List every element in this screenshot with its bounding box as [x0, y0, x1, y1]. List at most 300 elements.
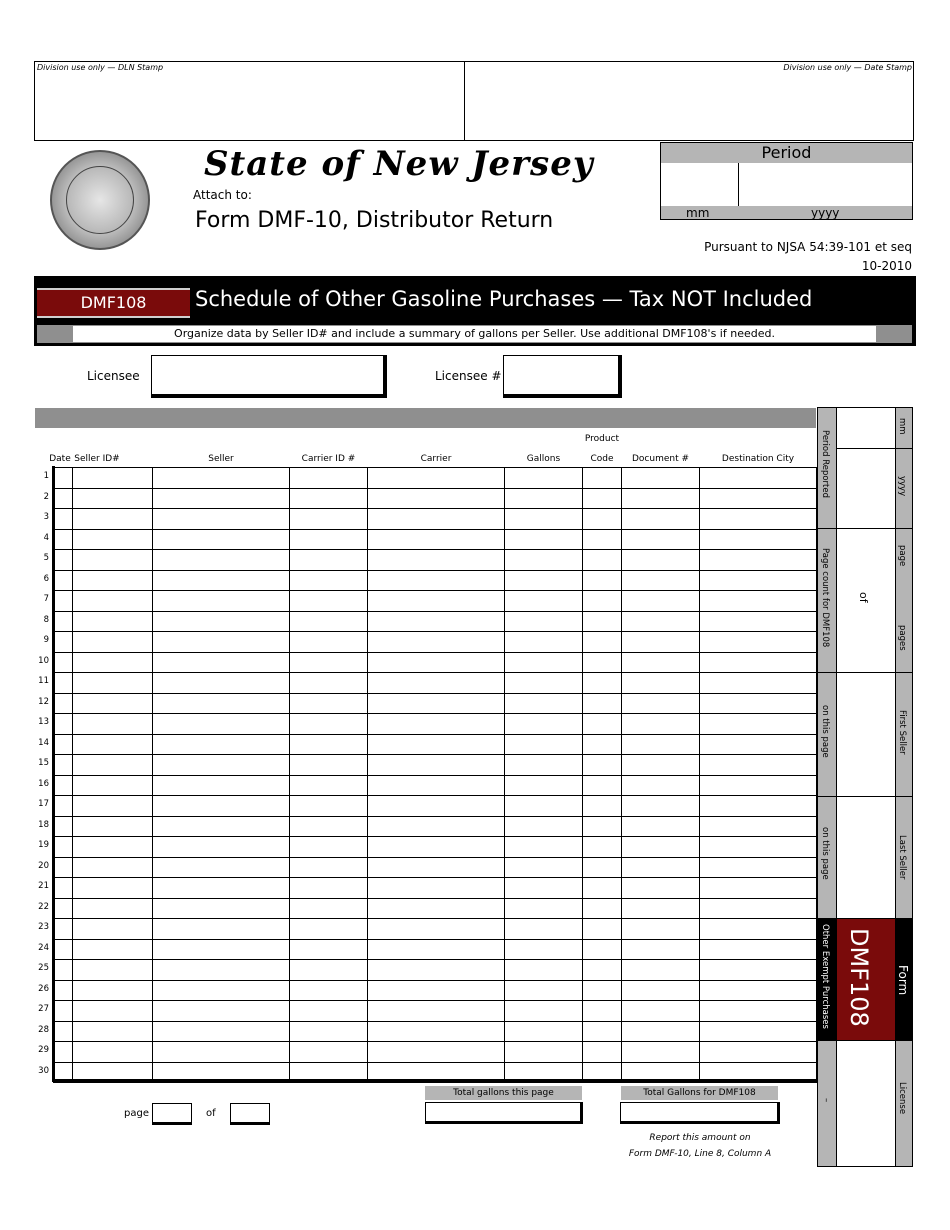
table-row	[54, 488, 817, 509]
table-cell[interactable]	[290, 714, 368, 735]
table-cell[interactable]	[54, 632, 73, 653]
table-cell[interactable]	[583, 775, 622, 796]
table-cell[interactable]	[622, 1001, 700, 1022]
instruction-text: Organize data by Seller ID# and include a summary of gallons per Seller. Use additional DMF108's if needed.	[73, 326, 876, 342]
table-cell[interactable]	[368, 1001, 505, 1022]
table-cell[interactable]	[622, 1021, 700, 1042]
table-cell[interactable]	[505, 898, 583, 919]
table-cell[interactable]	[505, 509, 583, 530]
table-cell[interactable]	[153, 980, 290, 1001]
table-cell[interactable]	[73, 980, 153, 1001]
table-cell[interactable]	[583, 919, 622, 940]
side-mm-input[interactable]	[837, 409, 894, 447]
table-cell[interactable]	[54, 960, 73, 981]
table-cell[interactable]	[505, 529, 583, 550]
table-cell[interactable]	[505, 1042, 583, 1063]
table-cell[interactable]	[290, 468, 368, 489]
table-cell[interactable]	[583, 714, 622, 735]
table-row	[54, 837, 817, 858]
table-cell[interactable]	[622, 673, 700, 694]
table-cell[interactable]	[505, 980, 583, 1001]
table-cell[interactable]	[73, 550, 153, 571]
table-cell[interactable]	[290, 673, 368, 694]
table-cell[interactable]	[505, 570, 583, 591]
table-cell[interactable]	[368, 837, 505, 858]
table-cell[interactable]	[622, 734, 700, 755]
page-total-input[interactable]	[230, 1103, 270, 1125]
table-cell[interactable]	[700, 755, 817, 776]
table-cell[interactable]	[54, 673, 73, 694]
table-cell[interactable]	[153, 611, 290, 632]
table-cell[interactable]	[290, 1062, 368, 1083]
table-cell[interactable]	[73, 570, 153, 591]
table-cell[interactable]	[505, 816, 583, 837]
table-cell[interactable]	[73, 816, 153, 837]
table-cell[interactable]	[73, 1042, 153, 1063]
table-cell[interactable]	[505, 775, 583, 796]
period-yyyy-input[interactable]	[739, 163, 912, 206]
table-cell[interactable]	[583, 550, 622, 571]
table-cell[interactable]	[583, 960, 622, 981]
table-cell[interactable]	[583, 857, 622, 878]
table-cell[interactable]	[700, 816, 817, 837]
side-form-label: Form	[896, 965, 910, 996]
table-cell[interactable]	[700, 857, 817, 878]
table-cell[interactable]	[700, 529, 817, 550]
table-cell[interactable]	[700, 591, 817, 612]
table-cell[interactable]	[73, 1001, 153, 1022]
table-cell[interactable]	[153, 1042, 290, 1063]
table-cell[interactable]	[622, 857, 700, 878]
last-seller-input[interactable]	[837, 797, 894, 917]
table-cell[interactable]	[368, 898, 505, 919]
table-cell[interactable]	[73, 714, 153, 735]
table-cell[interactable]	[153, 775, 290, 796]
table-cell[interactable]	[622, 570, 700, 591]
table-cell[interactable]	[583, 570, 622, 591]
table-cell[interactable]	[700, 1001, 817, 1022]
table-cell[interactable]	[290, 693, 368, 714]
table-cell[interactable]	[73, 796, 153, 817]
table-cell[interactable]	[700, 1021, 817, 1042]
table-row	[54, 816, 817, 837]
table-cell[interactable]	[622, 652, 700, 673]
table-cell[interactable]	[290, 1021, 368, 1042]
total-form-input[interactable]	[620, 1102, 780, 1124]
table-cell[interactable]	[583, 796, 622, 817]
table-cell[interactable]	[54, 755, 73, 776]
table-cell[interactable]	[505, 550, 583, 571]
table-cell[interactable]	[505, 796, 583, 817]
table-cell[interactable]	[622, 714, 700, 735]
table-cell[interactable]	[73, 611, 153, 632]
table-cell[interactable]	[700, 488, 817, 509]
table-cell[interactable]	[505, 714, 583, 735]
table-cell[interactable]	[700, 1062, 817, 1083]
table-cell[interactable]	[700, 611, 817, 632]
table-cell[interactable]	[583, 673, 622, 694]
table-cell[interactable]	[290, 632, 368, 653]
table-cell[interactable]	[368, 734, 505, 755]
table-cell[interactable]	[505, 878, 583, 899]
table-row	[54, 734, 817, 755]
table-cell[interactable]	[54, 509, 73, 530]
table-cell[interactable]	[73, 632, 153, 653]
table-cell[interactable]	[583, 734, 622, 755]
table-cell[interactable]	[73, 488, 153, 509]
table-cell[interactable]	[505, 755, 583, 776]
table-cell[interactable]	[700, 980, 817, 1001]
table-cell[interactable]	[622, 755, 700, 776]
table-cell[interactable]	[54, 939, 73, 960]
table-cell[interactable]	[505, 1001, 583, 1022]
table-cell[interactable]	[505, 673, 583, 694]
table-cell[interactable]	[290, 960, 368, 981]
table-cell[interactable]	[73, 529, 153, 550]
table-cell[interactable]	[368, 1042, 505, 1063]
table-cell[interactable]	[622, 529, 700, 550]
table-cell[interactable]	[290, 755, 368, 776]
table-cell[interactable]	[368, 673, 505, 694]
table-cell[interactable]	[73, 775, 153, 796]
period-mm-input[interactable]	[661, 163, 739, 206]
table-cell[interactable]	[290, 570, 368, 591]
table-cell[interactable]	[700, 714, 817, 735]
table-cell[interactable]	[368, 857, 505, 878]
table-cell[interactable]	[290, 591, 368, 612]
table-cell[interactable]	[290, 939, 368, 960]
side-first-seller: First Seller	[897, 710, 907, 755]
table-cell[interactable]	[290, 837, 368, 858]
table-cell[interactable]	[153, 755, 290, 776]
table-cell[interactable]	[583, 529, 622, 550]
table-cell[interactable]	[73, 591, 153, 612]
table-cell[interactable]	[622, 632, 700, 653]
table-cell[interactable]	[622, 591, 700, 612]
table-cell[interactable]	[583, 468, 622, 489]
table-cell[interactable]	[368, 529, 505, 550]
table-cell[interactable]	[54, 1062, 73, 1083]
table-cell[interactable]	[583, 939, 622, 960]
table-cell[interactable]	[505, 693, 583, 714]
total-form-label: Total Gallons for DMF108	[621, 1086, 778, 1100]
side-yyyy-input[interactable]	[837, 449, 894, 527]
table-cell[interactable]	[54, 878, 73, 899]
table-cell[interactable]	[368, 714, 505, 735]
table-cell[interactable]	[505, 611, 583, 632]
table-cell[interactable]	[700, 939, 817, 960]
table-cell[interactable]	[505, 734, 583, 755]
table-cell[interactable]	[153, 816, 290, 837]
table-cell[interactable]	[290, 652, 368, 673]
side-exempt-label: Other Exempt Purchases	[820, 924, 830, 1029]
table-cell[interactable]	[700, 837, 817, 858]
table-cell[interactable]	[505, 939, 583, 960]
table-cell[interactable]	[622, 1062, 700, 1083]
row-number: 3	[43, 512, 49, 522]
table-cell[interactable]	[368, 919, 505, 940]
table-cell[interactable]	[153, 960, 290, 981]
table-cell[interactable]	[153, 1001, 290, 1022]
table-cell[interactable]	[54, 1021, 73, 1042]
table-cell[interactable]	[622, 837, 700, 858]
table-cell[interactable]	[73, 898, 153, 919]
table-cell[interactable]	[368, 1062, 505, 1083]
side-right-strip	[895, 408, 912, 1166]
table-row	[54, 919, 817, 940]
table-cell[interactable]	[622, 898, 700, 919]
table-cell[interactable]	[153, 1062, 290, 1083]
table-cell[interactable]	[700, 468, 817, 489]
table-cell[interactable]	[153, 488, 290, 509]
table-cell[interactable]	[368, 816, 505, 837]
table-cell[interactable]	[583, 980, 622, 1001]
table-cell[interactable]	[505, 857, 583, 878]
table-cell[interactable]	[622, 509, 700, 530]
table-cell[interactable]	[700, 796, 817, 817]
table-cell[interactable]	[368, 796, 505, 817]
table-cell[interactable]	[368, 980, 505, 1001]
table-cell[interactable]	[700, 693, 817, 714]
table-cell[interactable]	[622, 775, 700, 796]
table-cell[interactable]	[700, 960, 817, 981]
table-cell[interactable]	[583, 816, 622, 837]
table-cell[interactable]	[368, 591, 505, 612]
table-cell[interactable]	[153, 570, 290, 591]
table-cell[interactable]	[700, 898, 817, 919]
table-cell[interactable]	[700, 632, 817, 653]
table-cell[interactable]	[368, 632, 505, 653]
table-cell[interactable]	[583, 1021, 622, 1042]
table-cell[interactable]	[505, 1021, 583, 1042]
table-cell[interactable]	[368, 939, 505, 960]
table-cell[interactable]	[368, 509, 505, 530]
table-cell[interactable]	[368, 550, 505, 571]
table-cell[interactable]	[153, 693, 290, 714]
table-cell[interactable]	[622, 939, 700, 960]
table-cell[interactable]	[73, 919, 153, 940]
table-cell[interactable]	[622, 816, 700, 837]
table-cell[interactable]	[368, 755, 505, 776]
table-cell[interactable]	[73, 857, 153, 878]
table-cell[interactable]	[700, 652, 817, 673]
total-page-input[interactable]	[425, 1102, 583, 1124]
table-cell[interactable]	[583, 878, 622, 899]
table-cell[interactable]	[54, 1001, 73, 1022]
table-cell[interactable]	[54, 857, 73, 878]
table-cell[interactable]	[583, 693, 622, 714]
table-cell[interactable]	[290, 816, 368, 837]
table-cell[interactable]	[700, 1042, 817, 1063]
table-cell[interactable]	[583, 591, 622, 612]
table-cell[interactable]	[700, 775, 817, 796]
table-cell[interactable]	[583, 632, 622, 653]
licensee-number-input[interactable]	[503, 355, 622, 398]
table-cell[interactable]	[622, 980, 700, 1001]
table-cell[interactable]	[73, 652, 153, 673]
table-cell[interactable]	[73, 509, 153, 530]
table-cell[interactable]	[368, 488, 505, 509]
table-cell[interactable]	[505, 919, 583, 940]
table-cell[interactable]	[700, 509, 817, 530]
table-cell[interactable]	[153, 1021, 290, 1042]
table-cell[interactable]	[153, 939, 290, 960]
table-cell[interactable]	[622, 488, 700, 509]
table-cell[interactable]	[290, 919, 368, 940]
table-cell[interactable]	[368, 652, 505, 673]
license-input[interactable]	[837, 1041, 894, 1165]
table-cell[interactable]	[153, 898, 290, 919]
table-cell[interactable]	[73, 878, 153, 899]
table-cell[interactable]	[54, 980, 73, 1001]
table-cell[interactable]	[505, 1062, 583, 1083]
table-cell[interactable]	[153, 673, 290, 694]
table-cell[interactable]	[54, 693, 73, 714]
table-cell[interactable]	[54, 919, 73, 940]
table-cell[interactable]	[153, 652, 290, 673]
table-cell[interactable]	[583, 755, 622, 776]
table-row	[54, 939, 817, 960]
table-cell[interactable]	[368, 878, 505, 899]
table-cell[interactable]	[622, 468, 700, 489]
table-cell[interactable]	[54, 816, 73, 837]
table-cell[interactable]	[368, 693, 505, 714]
table-cell[interactable]	[73, 837, 153, 858]
table-cell[interactable]	[153, 734, 290, 755]
table-cell[interactable]	[153, 878, 290, 899]
table-cell[interactable]	[290, 775, 368, 796]
table-cell[interactable]	[583, 488, 622, 509]
table-cell[interactable]	[153, 529, 290, 550]
table-cell[interactable]	[54, 714, 73, 735]
table-cell[interactable]	[54, 652, 73, 673]
table-cell[interactable]	[622, 960, 700, 981]
table-cell[interactable]	[700, 550, 817, 571]
table-cell[interactable]	[505, 488, 583, 509]
table-cell[interactable]	[700, 734, 817, 755]
table-cell[interactable]	[583, 1062, 622, 1083]
table-cell[interactable]	[700, 878, 817, 899]
table-cell[interactable]	[290, 898, 368, 919]
table-cell[interactable]	[73, 939, 153, 960]
table-cell[interactable]	[153, 509, 290, 530]
table-cell[interactable]	[153, 632, 290, 653]
table-cell[interactable]	[290, 488, 368, 509]
table-cell[interactable]	[73, 468, 153, 489]
table-cell[interactable]	[622, 550, 700, 571]
table-cell[interactable]	[368, 775, 505, 796]
table-cell[interactable]	[622, 1042, 700, 1063]
table-cell[interactable]	[153, 837, 290, 858]
table-cell[interactable]	[368, 611, 505, 632]
table-cell[interactable]	[290, 857, 368, 878]
table-cell[interactable]	[73, 1062, 153, 1083]
table-cell[interactable]	[290, 734, 368, 755]
table-cell[interactable]	[54, 611, 73, 632]
table-cell[interactable]	[54, 796, 73, 817]
table-cell[interactable]	[505, 960, 583, 981]
table-cell[interactable]	[54, 1042, 73, 1063]
table-cell[interactable]	[505, 632, 583, 653]
table-cell[interactable]	[290, 611, 368, 632]
table-cell[interactable]	[290, 1042, 368, 1063]
table-cell[interactable]	[54, 570, 73, 591]
table-cell[interactable]	[54, 529, 73, 550]
table-cell[interactable]	[290, 1001, 368, 1022]
table-cell[interactable]	[700, 673, 817, 694]
table-cell[interactable]	[73, 960, 153, 981]
side-of-label: of	[857, 592, 870, 603]
table-cell[interactable]	[153, 714, 290, 735]
table-cell[interactable]	[153, 857, 290, 878]
table-cell[interactable]	[54, 837, 73, 858]
table-cell[interactable]	[505, 591, 583, 612]
table-cell[interactable]	[73, 693, 153, 714]
table-cell[interactable]	[153, 591, 290, 612]
table-cell[interactable]	[54, 775, 73, 796]
table-cell[interactable]	[54, 898, 73, 919]
table-cell[interactable]	[368, 570, 505, 591]
table-cell[interactable]	[368, 960, 505, 981]
licensee-label: Licensee	[87, 369, 140, 383]
table-cell[interactable]	[73, 673, 153, 694]
table-cell[interactable]	[290, 878, 368, 899]
table-cell[interactable]	[54, 734, 73, 755]
table-cell[interactable]	[583, 1042, 622, 1063]
table-cell[interactable]	[505, 468, 583, 489]
table-cell[interactable]	[583, 898, 622, 919]
table-cell[interactable]	[583, 611, 622, 632]
first-seller-input[interactable]	[837, 673, 894, 795]
table-cell[interactable]	[622, 919, 700, 940]
table-cell[interactable]	[505, 837, 583, 858]
table-cell[interactable]	[583, 652, 622, 673]
table-cell[interactable]	[700, 919, 817, 940]
table-cell[interactable]	[73, 755, 153, 776]
table-cell[interactable]	[73, 734, 153, 755]
table-cell[interactable]	[73, 1021, 153, 1042]
table-cell[interactable]	[622, 611, 700, 632]
table-cell[interactable]	[622, 878, 700, 899]
table-cell[interactable]	[54, 468, 73, 489]
licensee-name-input[interactable]	[151, 355, 387, 398]
table-cell[interactable]	[153, 919, 290, 940]
table-cell[interactable]	[700, 570, 817, 591]
table-cell[interactable]	[622, 796, 700, 817]
page-number-input[interactable]	[152, 1103, 192, 1125]
table-cell[interactable]	[290, 550, 368, 571]
table-row	[54, 857, 817, 878]
table-cell[interactable]	[290, 529, 368, 550]
table-cell[interactable]	[290, 980, 368, 1001]
table-cell[interactable]	[153, 468, 290, 489]
table-cell[interactable]	[290, 509, 368, 530]
table-cell[interactable]	[368, 1021, 505, 1042]
table-cell[interactable]	[505, 652, 583, 673]
table-cell[interactable]	[583, 1001, 622, 1022]
table-cell[interactable]	[622, 693, 700, 714]
table-cell[interactable]	[368, 468, 505, 489]
table-cell[interactable]	[583, 837, 622, 858]
table-cell[interactable]	[54, 550, 73, 571]
table-cell[interactable]	[290, 796, 368, 817]
table-cell[interactable]	[583, 509, 622, 530]
table-cell[interactable]	[153, 796, 290, 817]
table-cell[interactable]	[54, 591, 73, 612]
table-cell[interactable]	[54, 488, 73, 509]
stamp-divider	[464, 61, 465, 141]
table-cell[interactable]	[153, 550, 290, 571]
